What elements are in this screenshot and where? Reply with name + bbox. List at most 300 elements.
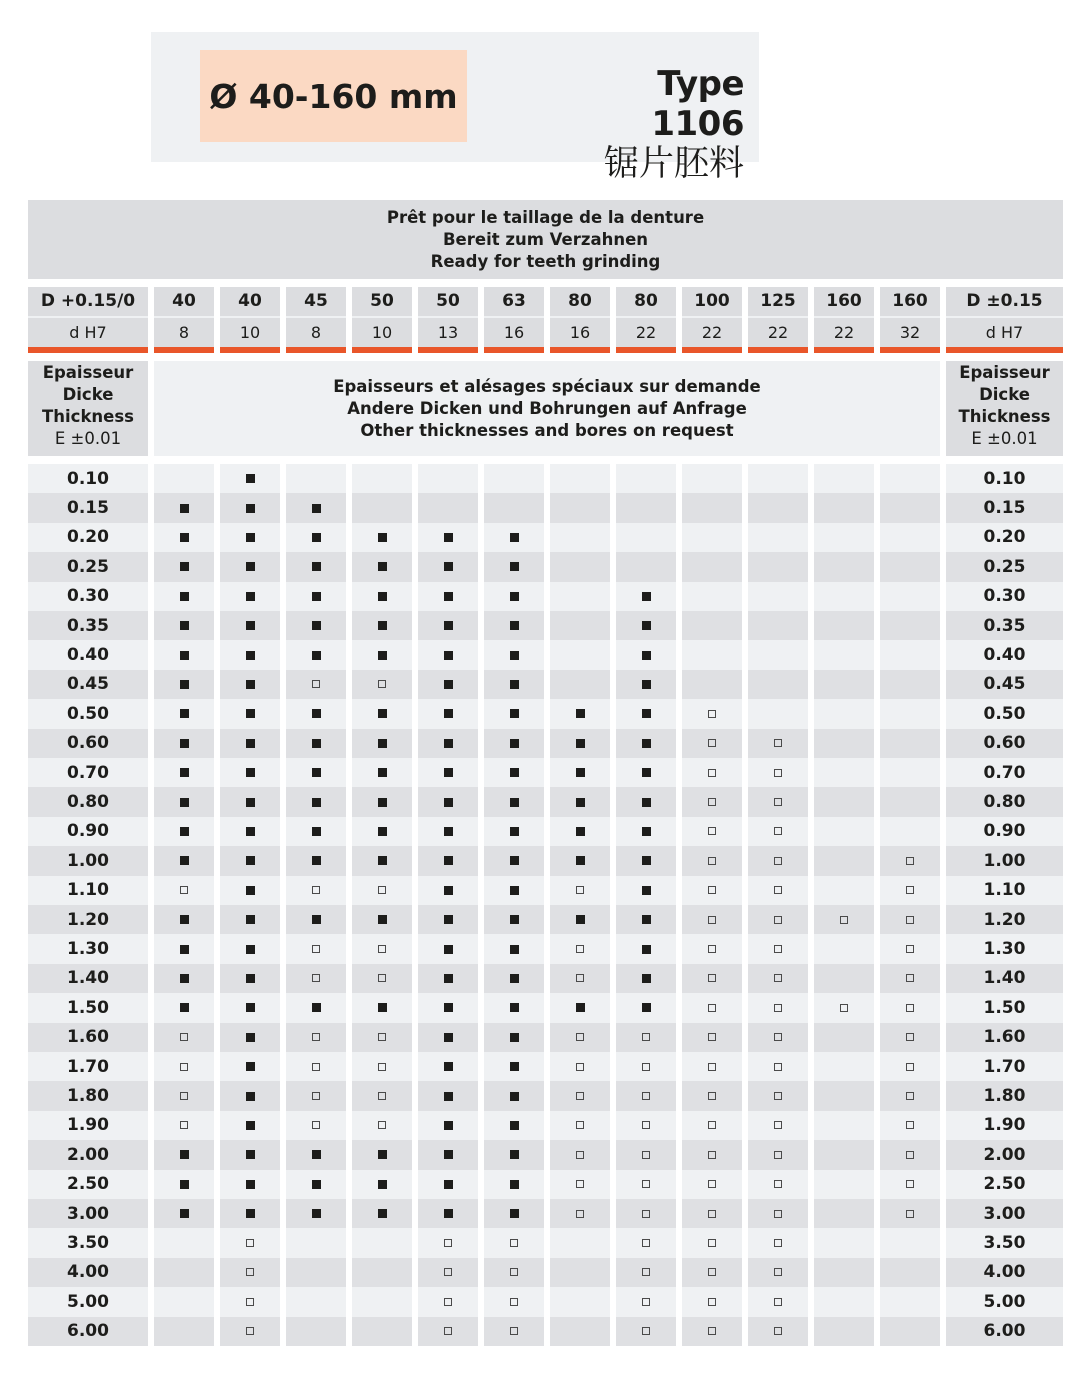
bore-label: 32 bbox=[899, 323, 921, 342]
filled-square-icon bbox=[444, 621, 453, 630]
filled-square-icon bbox=[444, 915, 453, 924]
filled-square-icon bbox=[576, 1003, 585, 1012]
filled-square-icon bbox=[180, 1150, 189, 1159]
availability-cell bbox=[880, 993, 940, 1022]
thickness-value: 1.60 bbox=[67, 1027, 109, 1048]
availability-cell bbox=[286, 611, 346, 640]
open-square-icon bbox=[576, 945, 584, 953]
filled-square-icon bbox=[312, 915, 321, 924]
table-row bbox=[0, 670, 1082, 699]
availability-cell bbox=[484, 787, 544, 816]
table-row bbox=[0, 846, 1082, 875]
filled-square-icon bbox=[510, 592, 519, 601]
availability-cell bbox=[550, 876, 610, 905]
accent-bar bbox=[880, 347, 940, 353]
ready-line-de: Bereit zum Verzahnen bbox=[442, 229, 649, 249]
availability-cell bbox=[220, 1023, 280, 1052]
availability-cell bbox=[748, 611, 808, 640]
availability-cell bbox=[682, 729, 742, 758]
availability-cell bbox=[418, 876, 478, 905]
availability-cell bbox=[748, 493, 808, 522]
filled-square-icon bbox=[378, 768, 387, 777]
filled-square-icon bbox=[246, 798, 255, 807]
filled-square-icon bbox=[642, 680, 651, 689]
availability-cell bbox=[220, 1111, 280, 1140]
open-square-icon bbox=[312, 1092, 320, 1100]
availability-cell bbox=[484, 699, 544, 728]
availability-cell bbox=[154, 1199, 214, 1228]
thickness-value: 1.90 bbox=[67, 1115, 109, 1136]
availability-cell bbox=[418, 582, 478, 611]
availability-cell bbox=[616, 640, 676, 669]
filled-square-icon bbox=[444, 1062, 453, 1071]
thickness-value: 6.00 bbox=[67, 1321, 109, 1342]
diameter-label: 160 bbox=[892, 291, 928, 311]
type-subtitle: 锯片胚料 bbox=[603, 144, 744, 184]
open-square-icon bbox=[708, 1210, 716, 1218]
availability-cell bbox=[748, 1052, 808, 1081]
type-title: Type 1106 bbox=[651, 64, 744, 144]
filled-square-icon bbox=[246, 768, 255, 777]
availability-cell bbox=[748, 787, 808, 816]
availability-cell bbox=[616, 493, 676, 522]
open-square-icon bbox=[312, 945, 320, 953]
availability-cell bbox=[484, 1140, 544, 1169]
availability-cell bbox=[748, 1228, 808, 1257]
availability-cell bbox=[484, 1052, 544, 1081]
filled-square-icon bbox=[246, 680, 255, 689]
availability-cell bbox=[880, 1052, 940, 1081]
availability-cell bbox=[484, 670, 544, 699]
open-square-icon bbox=[642, 1033, 650, 1041]
table-row bbox=[0, 1170, 1082, 1199]
availability-cell bbox=[220, 1258, 280, 1287]
availability-cell bbox=[418, 670, 478, 699]
thickness-value: 4.00 bbox=[67, 1262, 109, 1283]
availability-cell bbox=[682, 964, 742, 993]
accent-bar bbox=[814, 347, 874, 353]
filled-square-icon bbox=[246, 533, 255, 542]
availability-cell bbox=[154, 817, 214, 846]
open-square-icon bbox=[774, 857, 782, 865]
availability-cell bbox=[814, 964, 874, 993]
open-square-icon bbox=[378, 1063, 386, 1071]
availability-cell bbox=[616, 729, 676, 758]
thickness-value: 0.30 bbox=[67, 586, 109, 607]
availability-cell bbox=[220, 1052, 280, 1081]
filled-square-icon bbox=[642, 1003, 651, 1012]
filled-square-icon bbox=[180, 592, 189, 601]
filled-square-icon bbox=[312, 739, 321, 748]
availability-cell bbox=[682, 640, 742, 669]
availability-cell bbox=[220, 934, 280, 963]
availability-cell bbox=[220, 611, 280, 640]
thickness-value: 0.40 bbox=[983, 645, 1026, 666]
filled-square-icon bbox=[180, 651, 189, 660]
thickness-value: 0.80 bbox=[67, 792, 109, 813]
open-square-icon bbox=[246, 1327, 254, 1335]
thickness-cell-left bbox=[28, 1170, 148, 1199]
availability-cell bbox=[154, 905, 214, 934]
open-square-icon bbox=[246, 1239, 254, 1247]
filled-square-icon bbox=[180, 562, 189, 571]
open-square-icon bbox=[576, 1063, 584, 1071]
table-row bbox=[0, 1111, 1082, 1140]
availability-cell bbox=[286, 729, 346, 758]
filled-square-icon bbox=[444, 1150, 453, 1159]
thickness-cell-left bbox=[28, 758, 148, 787]
filled-square-icon bbox=[510, 739, 519, 748]
filled-square-icon bbox=[444, 592, 453, 601]
diameter-label: 63 bbox=[502, 291, 526, 311]
thickness-value: 6.00 bbox=[983, 1321, 1026, 1342]
thickness-label-de: Dicke bbox=[62, 385, 114, 404]
availability-cell bbox=[748, 876, 808, 905]
open-square-icon bbox=[378, 1033, 386, 1041]
availability-cell bbox=[418, 464, 478, 493]
table-row bbox=[0, 493, 1082, 522]
thickness-cell-right bbox=[946, 582, 1063, 611]
thickness-cell-right bbox=[946, 552, 1063, 581]
availability-cell bbox=[286, 817, 346, 846]
open-square-icon bbox=[906, 1033, 914, 1041]
diameter-label: 125 bbox=[760, 291, 796, 311]
availability-cell bbox=[748, 1081, 808, 1110]
thickness-value: 1.40 bbox=[67, 968, 109, 989]
availability-cell bbox=[550, 964, 610, 993]
table-row bbox=[0, 611, 1082, 640]
availability-cell bbox=[418, 729, 478, 758]
filled-square-icon bbox=[312, 504, 321, 513]
diameter-label: 40 bbox=[238, 291, 262, 311]
filled-square-icon bbox=[312, 621, 321, 630]
open-square-icon bbox=[708, 1180, 716, 1188]
open-square-icon bbox=[906, 1180, 914, 1188]
thickness-value: 0.25 bbox=[67, 556, 109, 577]
availability-cell bbox=[286, 640, 346, 669]
availability-cell bbox=[154, 1111, 214, 1140]
availability-cell bbox=[484, 1023, 544, 1052]
availability-cell bbox=[484, 1081, 544, 1110]
availability-cell bbox=[550, 1023, 610, 1052]
availability-cell bbox=[154, 964, 214, 993]
bore-label: 10 bbox=[371, 323, 393, 342]
filled-square-icon bbox=[642, 739, 651, 748]
availability-cell bbox=[484, 582, 544, 611]
availability-cell bbox=[286, 552, 346, 581]
thickness-cell-left bbox=[28, 464, 148, 493]
filled-square-icon bbox=[642, 915, 651, 924]
availability-cell bbox=[814, 1052, 874, 1081]
open-square-icon bbox=[180, 1033, 188, 1041]
availability-cell bbox=[220, 876, 280, 905]
filled-square-icon bbox=[180, 945, 189, 954]
header-cell-column bbox=[682, 287, 742, 353]
thickness-cell-right bbox=[946, 1170, 1063, 1199]
thickness-cell-left bbox=[28, 1111, 148, 1140]
filled-square-icon bbox=[378, 562, 387, 571]
availability-cell bbox=[748, 1287, 808, 1316]
availability-cell bbox=[616, 1023, 676, 1052]
filled-square-icon bbox=[246, 1209, 255, 1218]
table-row bbox=[0, 1287, 1082, 1316]
availability-cell bbox=[484, 729, 544, 758]
thickness-value: 0.35 bbox=[983, 615, 1026, 636]
filled-square-icon bbox=[312, 768, 321, 777]
availability-cell bbox=[484, 934, 544, 963]
open-square-icon bbox=[906, 945, 914, 953]
diameter-label: 80 bbox=[568, 291, 592, 311]
thickness-value: 1.00 bbox=[67, 850, 109, 871]
availability-cell bbox=[484, 1111, 544, 1140]
filled-square-icon bbox=[576, 798, 585, 807]
filled-square-icon bbox=[180, 915, 189, 924]
filled-square-icon bbox=[246, 651, 255, 660]
availability-cell bbox=[220, 905, 280, 934]
availability-cell bbox=[352, 758, 412, 787]
availability-cell bbox=[352, 640, 412, 669]
thickness-cell-right bbox=[946, 758, 1063, 787]
availability-cell bbox=[880, 611, 940, 640]
accent-bar bbox=[220, 347, 280, 353]
availability-cell bbox=[484, 993, 544, 1022]
availability-cell bbox=[154, 640, 214, 669]
open-square-icon bbox=[708, 1298, 716, 1306]
diameter-label: 160 bbox=[826, 291, 862, 311]
filled-square-icon bbox=[444, 768, 453, 777]
thickness-label-fr: Epaisseur bbox=[42, 363, 134, 382]
availability-cell bbox=[682, 1258, 742, 1287]
availability-cell bbox=[748, 670, 808, 699]
thickness-value: 1.10 bbox=[983, 880, 1026, 901]
availability-cell bbox=[220, 817, 280, 846]
availability-cell bbox=[748, 552, 808, 581]
availability-cell bbox=[418, 1023, 478, 1052]
thickness-cell-left bbox=[28, 1258, 148, 1287]
open-square-icon bbox=[906, 1063, 914, 1071]
thickness-cell-left bbox=[28, 1287, 148, 1316]
availability-cell bbox=[286, 964, 346, 993]
thickness-cell-left bbox=[28, 1052, 148, 1081]
availability-cell bbox=[352, 670, 412, 699]
filled-square-icon bbox=[510, 827, 519, 836]
availability-cell bbox=[220, 993, 280, 1022]
availability-cell bbox=[880, 964, 940, 993]
availability-cell bbox=[550, 670, 610, 699]
availability-cell bbox=[286, 1052, 346, 1081]
filled-square-icon bbox=[246, 1062, 255, 1071]
availability-cell bbox=[616, 523, 676, 552]
availability-cell bbox=[286, 1023, 346, 1052]
availability-cell bbox=[880, 670, 940, 699]
availability-cell bbox=[682, 582, 742, 611]
availability-cell bbox=[154, 1258, 214, 1287]
table-row bbox=[0, 640, 1082, 669]
availability-cell bbox=[616, 1258, 676, 1287]
filled-square-icon bbox=[180, 768, 189, 777]
filled-square-icon bbox=[246, 621, 255, 630]
filled-square-icon bbox=[576, 915, 585, 924]
availability-cell bbox=[814, 758, 874, 787]
filled-square-icon bbox=[180, 856, 189, 865]
availability-cell bbox=[616, 1140, 676, 1169]
availability-cell bbox=[352, 1111, 412, 1140]
availability-cell bbox=[418, 1081, 478, 1110]
open-square-icon bbox=[180, 886, 188, 894]
thickness-cell-left bbox=[28, 846, 148, 875]
availability-cell bbox=[154, 611, 214, 640]
availability-cell bbox=[814, 1228, 874, 1257]
availability-cell bbox=[682, 1199, 742, 1228]
availability-cell bbox=[616, 1228, 676, 1257]
availability-cell bbox=[814, 787, 874, 816]
filled-square-icon bbox=[378, 1209, 387, 1218]
open-square-icon bbox=[774, 916, 782, 924]
bore-label: 8 bbox=[310, 323, 322, 342]
availability-cell bbox=[352, 1199, 412, 1228]
availability-cell bbox=[616, 876, 676, 905]
filled-square-icon bbox=[246, 886, 255, 895]
open-square-icon bbox=[708, 1239, 716, 1247]
availability-cell bbox=[550, 640, 610, 669]
availability-cell bbox=[748, 1199, 808, 1228]
open-square-icon bbox=[708, 857, 716, 865]
availability-cell bbox=[220, 699, 280, 728]
header-cell-column bbox=[616, 287, 676, 353]
availability-cell bbox=[880, 1287, 940, 1316]
availability-cell bbox=[748, 817, 808, 846]
open-square-icon bbox=[312, 974, 320, 982]
availability-cell bbox=[814, 1081, 874, 1110]
table-row bbox=[0, 552, 1082, 581]
filled-square-icon bbox=[312, 1003, 321, 1012]
thickness-cell-left bbox=[28, 905, 148, 934]
availability-cell bbox=[616, 993, 676, 1022]
special-line-en: Other thicknesses and bores on request bbox=[360, 420, 734, 440]
thickness-cell-right bbox=[946, 523, 1063, 552]
open-square-icon bbox=[708, 974, 716, 982]
availability-cell bbox=[154, 1287, 214, 1316]
filled-square-icon bbox=[444, 1033, 453, 1042]
filled-square-icon bbox=[642, 856, 651, 865]
open-square-icon bbox=[312, 1063, 320, 1071]
availability-cell bbox=[814, 640, 874, 669]
thickness-cell-right bbox=[946, 1258, 1063, 1287]
filled-square-icon bbox=[378, 709, 387, 718]
accent-bar bbox=[418, 347, 478, 353]
availability-cell bbox=[220, 846, 280, 875]
thickness-value: 0.20 bbox=[67, 527, 109, 548]
filled-square-icon bbox=[576, 768, 585, 777]
availability-cell bbox=[550, 523, 610, 552]
open-square-icon bbox=[510, 1239, 518, 1247]
availability-cell bbox=[418, 758, 478, 787]
special-request-band bbox=[154, 361, 940, 456]
open-square-icon bbox=[708, 769, 716, 777]
thickness-cell-left bbox=[28, 993, 148, 1022]
thickness-cell-right bbox=[946, 1052, 1063, 1081]
availability-cell bbox=[814, 817, 874, 846]
availability-cell bbox=[286, 1081, 346, 1110]
thickness-cell-left bbox=[28, 699, 148, 728]
bore-label: 22 bbox=[767, 323, 789, 342]
open-square-icon bbox=[642, 1210, 650, 1218]
availability-cell bbox=[550, 846, 610, 875]
open-square-icon bbox=[180, 1121, 188, 1129]
availability-cell bbox=[286, 523, 346, 552]
availability-cell bbox=[550, 1228, 610, 1257]
thickness-cell-right bbox=[946, 464, 1063, 493]
open-square-icon bbox=[774, 1063, 782, 1071]
availability-cell bbox=[880, 934, 940, 963]
availability-cell bbox=[880, 1258, 940, 1287]
availability-cell bbox=[484, 846, 544, 875]
diameter-label: 50 bbox=[370, 291, 394, 311]
filled-square-icon bbox=[180, 1209, 189, 1218]
availability-cell bbox=[418, 493, 478, 522]
open-square-icon bbox=[312, 680, 320, 688]
availability-cell bbox=[418, 905, 478, 934]
availability-cell bbox=[484, 1199, 544, 1228]
filled-square-icon bbox=[444, 827, 453, 836]
availability-cell bbox=[814, 611, 874, 640]
filled-square-icon bbox=[444, 1209, 453, 1218]
filled-square-icon bbox=[510, 621, 519, 630]
availability-cell bbox=[748, 934, 808, 963]
open-square-icon bbox=[378, 1092, 386, 1100]
availability-cell bbox=[418, 846, 478, 875]
filled-square-icon bbox=[576, 827, 585, 836]
availability-cell bbox=[616, 699, 676, 728]
accent-bar bbox=[550, 347, 610, 353]
open-square-icon bbox=[774, 945, 782, 953]
open-square-icon bbox=[576, 886, 584, 894]
open-square-icon bbox=[642, 1063, 650, 1071]
filled-square-icon bbox=[180, 680, 189, 689]
availability-cell bbox=[880, 846, 940, 875]
availability-cell bbox=[286, 1199, 346, 1228]
filled-square-icon bbox=[246, 827, 255, 836]
diameter-label: D +0.15/0 bbox=[40, 291, 136, 311]
filled-square-icon bbox=[246, 974, 255, 983]
thickness-label-right bbox=[946, 361, 1063, 456]
open-square-icon bbox=[708, 739, 716, 747]
filled-square-icon bbox=[246, 856, 255, 865]
availability-cell bbox=[682, 934, 742, 963]
open-square-icon bbox=[576, 1210, 584, 1218]
table-row bbox=[0, 1199, 1082, 1228]
availability-cell bbox=[154, 582, 214, 611]
bore-label: 8 bbox=[178, 323, 190, 342]
availability-cell bbox=[748, 464, 808, 493]
thickness-value: 0.15 bbox=[67, 498, 109, 519]
accent-bar bbox=[154, 347, 214, 353]
availability-cell bbox=[814, 552, 874, 581]
availability-cell bbox=[220, 729, 280, 758]
availability-cell bbox=[814, 1317, 874, 1346]
thickness-value: 0.10 bbox=[67, 468, 109, 489]
filled-square-icon bbox=[180, 827, 189, 836]
open-square-icon bbox=[180, 1092, 188, 1100]
availability-cell bbox=[220, 1140, 280, 1169]
filled-square-icon bbox=[642, 621, 651, 630]
availability-cell bbox=[418, 1170, 478, 1199]
availability-cell bbox=[748, 758, 808, 787]
table-row bbox=[0, 1258, 1082, 1287]
header-cell-column bbox=[352, 287, 412, 353]
thickness-value: 2.00 bbox=[67, 1144, 109, 1165]
availability-cell bbox=[352, 1258, 412, 1287]
